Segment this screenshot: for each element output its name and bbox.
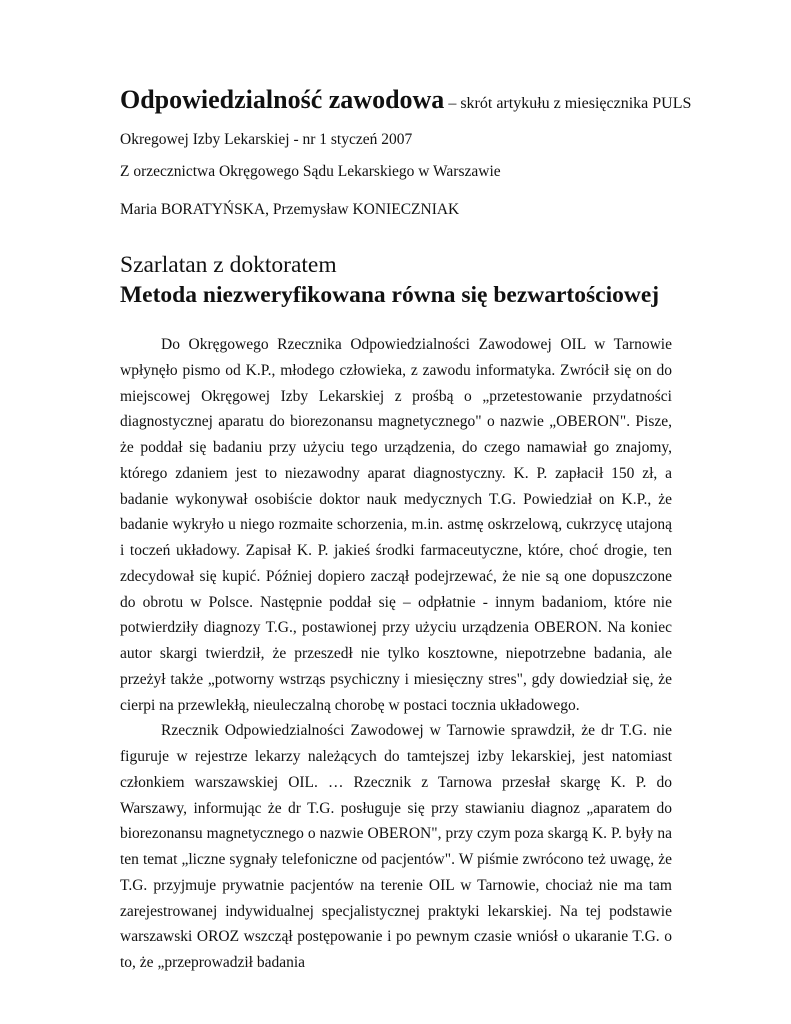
document-title: Odpowiedzialność zawodowa <box>120 85 445 114</box>
article-title: Szarlatan z doktoratem <box>120 252 337 278</box>
article-paragraph: Rzecznik Odpowiedzialności Zawodowej w Tarnowie sprawdził, że dr T.G. nie figuruje w rejestrze lekarzy należących do tamtejszej izby lekarskiej, jest natomiast członkiem warszawskiej OIL. … Rzecznik z Tarnowa przesłał skargę K. P. do Warszawy, informując że dr T.G. posługuje się przy stawianiu diagnoz „aparatem do biorezonansu magnetycznego o nazwie OBERON", przy czym poza skargą K. P. były na ten temat „liczne sygnały telefoniczne od pacjentów". W piśmie zwrócono też uwagę, że T.G. przyjmuje prywatnie pacjentów na terenie OIL w Tarnowie, chociaż nie ma tam zarejestrowanej indywidualnej specjalistycznej praktyki lekarskiej. Na tej podstawie warszawski OROZ wszczął postępowanie i po pewnym czasie wniósł o ukaranie T.G. o to, że „przeprowadził badania <box>120 722 672 971</box>
article-paragraph: Do Okręgowego Rzecznika Odpowiedzialności Zawodowej OIL w Tarnowie wpłynęło pismo od K.P., młodego człowieka, z zawodu informatyka. Zwrócił się on do miejscowej Okręgowej Izby Lekarskiej z prośbą o „przetestowanie przydatności diagnostycznej aparatu do biorezonansu magnetycznego" o nazwie „OBERON". Pisze, że poddał się badaniu przy użyciu tego urządzenia, do czego namawiał go znajomy, którego zdaniem jest to niezawodny aparat diagnostyczny. K. P. zapłacił 150 zł, a badanie wykonywał osobiście doktor nauk medycznych T.G. Powiedział on K.P., że badanie wykryło u niego rozmaite schorzenia, m.in. astmę oskrzelową, cukrzycę utajoną i toczeń układowy. Zapisał K. P. jakieś środki farmaceutyczne, które, choć drogie, ten zdecydował się kupić. Później dopiero zaczął podejrzewać, że nie są one dopuszczone do obrotu w Polsce. Następnie poddał się – odpłatnie - innym badaniom, które nie potwierdziły diagnozy T.G., postawionej przy użyciu urządzenia OBERON. Na koniec autor skargi twierdził, że przeszedł nie tylko kosztowne, niepotrzebne badania, ale przeżył także „potworny wstrząs psychiczny i miesięczny stres", gdy dowiedział się, że cierpi na przewlekłą, nieuleczalną chorobę w postaci tocznia układowego. <box>120 336 672 714</box>
authors-line: Maria BORATYŃSKA, Przemysław KONIECZNIAK <box>120 201 460 218</box>
article-subtitle: Metoda niezweryfikowana równa się bezwartościowej <box>120 282 660 308</box>
source-line: Okregowej Izby Lekarskiej - nr 1 styczeń 2007 <box>120 131 413 148</box>
document-content <box>120 84 692 976</box>
article-body <box>120 332 672 976</box>
section-line: Z orzecznictwa Okręgowego Sądu Lekarskiego w Warszawie <box>120 163 501 180</box>
document-heading <box>120 84 692 120</box>
document-title-source: – skrót artykułu z miesięcznika PULS <box>444 95 692 112</box>
